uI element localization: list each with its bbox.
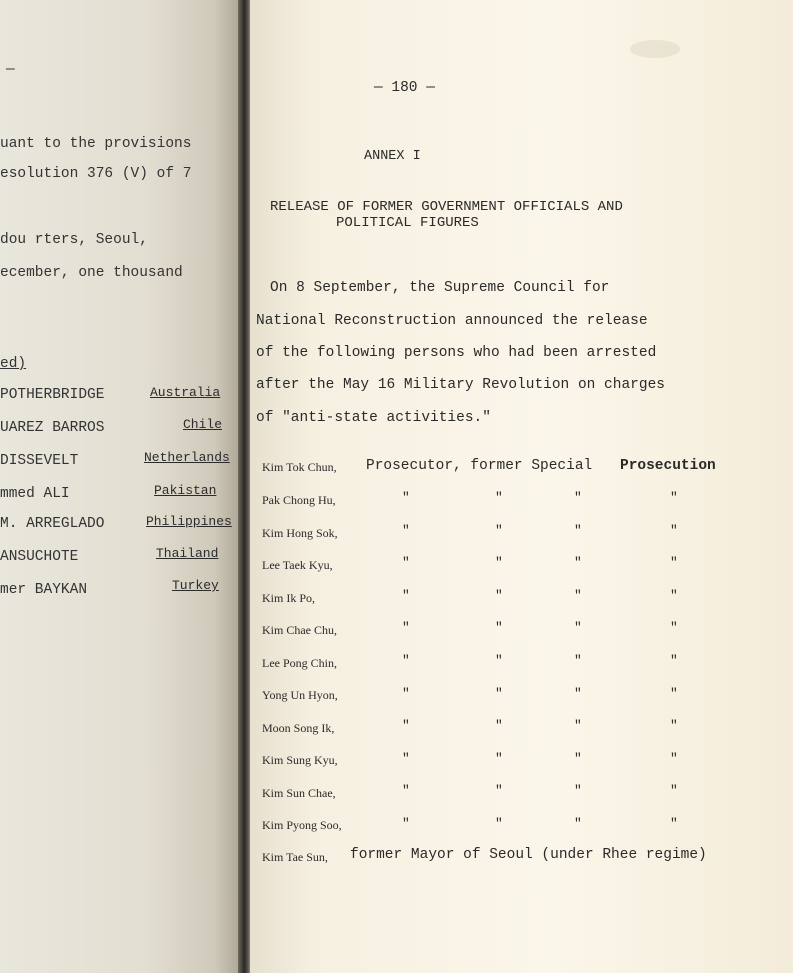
person-name: Pak Chong Hu, (262, 493, 336, 507)
person-name: Lee Pong Chin, (262, 656, 337, 670)
ditto-mark: " (574, 587, 582, 603)
left-name: ANSUCHOTE (0, 549, 79, 565)
person-name: Kim Hong Sok, (262, 526, 338, 540)
page-number: — 180 — (374, 80, 435, 96)
person-name: Kim Ik Po, (262, 591, 316, 605)
person-name: Kim Tae Sun, (262, 850, 328, 864)
annex-heading: ANNEX I (364, 149, 421, 164)
ditto-mark: " (495, 620, 503, 636)
ditto-mark: " (574, 783, 582, 799)
ditto-mark: " (402, 653, 410, 668)
ditto-mark: " (670, 620, 678, 636)
ditto-mark: " (402, 685, 410, 701)
left-line: ecember, one thousand (0, 265, 183, 281)
person-role: Prosecutor, former Special (366, 458, 593, 474)
person-role: former Mayor of Seoul (under Rhee regime) (350, 847, 707, 863)
left-country: Pakistan (154, 483, 217, 498)
ditto-mark: " (402, 718, 410, 734)
left-country: Turkey (172, 578, 219, 593)
ditto-mark: " (574, 685, 582, 701)
ditto-mark: " (402, 490, 410, 505)
left-name: DISSEVELT (0, 453, 79, 469)
left-line: dou rters, Seoul, (0, 232, 148, 248)
left-line: esolution 376 (V) of 7 (0, 166, 192, 182)
left-name: M. ARREGLADO (0, 516, 105, 532)
paragraph-line: National Reconstruction announced the release (256, 313, 648, 329)
annex-title-line-1: RELEASE OF FORMER GOVERNMENT OFFICIALS AND (270, 199, 623, 215)
left-name: UAREZ BARROS (0, 420, 105, 436)
left-country: Philippines (146, 514, 232, 529)
person-name: Moon Song Ik, (262, 721, 335, 735)
ditto-mark: " (670, 685, 678, 701)
left-country: Thailand (156, 546, 219, 561)
person-name: Kim Pyong Soo, (262, 818, 342, 832)
ditto-mark: " (670, 490, 678, 505)
paragraph-line: of "anti-state activities." (256, 410, 491, 426)
ditto-mark: " (495, 653, 503, 668)
person-name: Kim Sun Chae, (262, 786, 336, 800)
paper-stain (630, 40, 680, 58)
person-name: Kim Sung Kyu, (262, 753, 338, 767)
ditto-mark: " (495, 783, 503, 799)
left-country: Chile (183, 417, 223, 432)
ditto-mark: " (574, 750, 582, 766)
ditto-mark: " (670, 555, 678, 571)
ditto-mark: " (402, 783, 410, 799)
ditto-mark: " (574, 653, 582, 668)
ditto-mark: " (495, 685, 503, 701)
ditto-mark: " (670, 522, 678, 538)
ditto-mark: " (495, 555, 503, 571)
paragraph-line: of the following persons who had been arrested (256, 345, 657, 361)
person-name: Kim Chae Chu, (262, 623, 337, 637)
ditto-mark: " (495, 490, 503, 505)
ditto-mark: " (402, 522, 410, 538)
person-name: Yong Un Hyon, (262, 688, 338, 702)
ditto-mark: " (402, 620, 410, 636)
left-country: Netherlands (144, 450, 230, 465)
ditto-mark: " (574, 620, 582, 636)
left-page (0, 0, 244, 973)
ditto-mark: " (495, 750, 503, 766)
paragraph-line: after the May 16 Military Revolution on charges (256, 377, 665, 393)
left-line: ed) (0, 356, 27, 372)
ditto-mark: " (574, 490, 582, 505)
left-name: mer BAYKAN (0, 582, 88, 598)
ditto-mark: " (670, 750, 678, 766)
right-page (250, 0, 793, 973)
person-name: Lee Taek Kyu, (262, 558, 333, 572)
ditto-mark: " (402, 816, 410, 831)
person-role-emphasis: Prosecution (620, 458, 716, 474)
left-country: Australia (150, 385, 221, 400)
ditto-mark: " (495, 587, 503, 603)
ditto-mark: " (495, 718, 503, 734)
ditto-mark: " (574, 718, 582, 734)
ditto-mark: " (402, 555, 410, 571)
ditto-mark: " (670, 783, 678, 799)
left-line: uant to the provisions (0, 136, 192, 152)
ditto-mark: " (402, 587, 410, 603)
ditto-mark: " (495, 522, 503, 538)
ditto-mark: " (670, 718, 678, 734)
left-name: POTHERBRIDGE (0, 387, 105, 403)
ditto-mark: " (574, 522, 582, 538)
annex-title-line-2: POLITICAL FIGURES (336, 215, 479, 231)
left-top-mark: — (6, 62, 15, 78)
ditto-mark: " (574, 555, 582, 571)
ditto-mark: " (670, 653, 678, 668)
ditto-mark: " (670, 816, 678, 831)
ditto-mark: " (495, 816, 503, 831)
left-name: mmed ALI (0, 486, 70, 502)
ditto-mark: " (670, 587, 678, 603)
paragraph-line: On 8 September, the Supreme Council for (270, 280, 610, 296)
ditto-mark: " (574, 816, 582, 831)
person-name: Kim Tok Chun, (262, 460, 337, 474)
ditto-mark: " (402, 750, 410, 766)
